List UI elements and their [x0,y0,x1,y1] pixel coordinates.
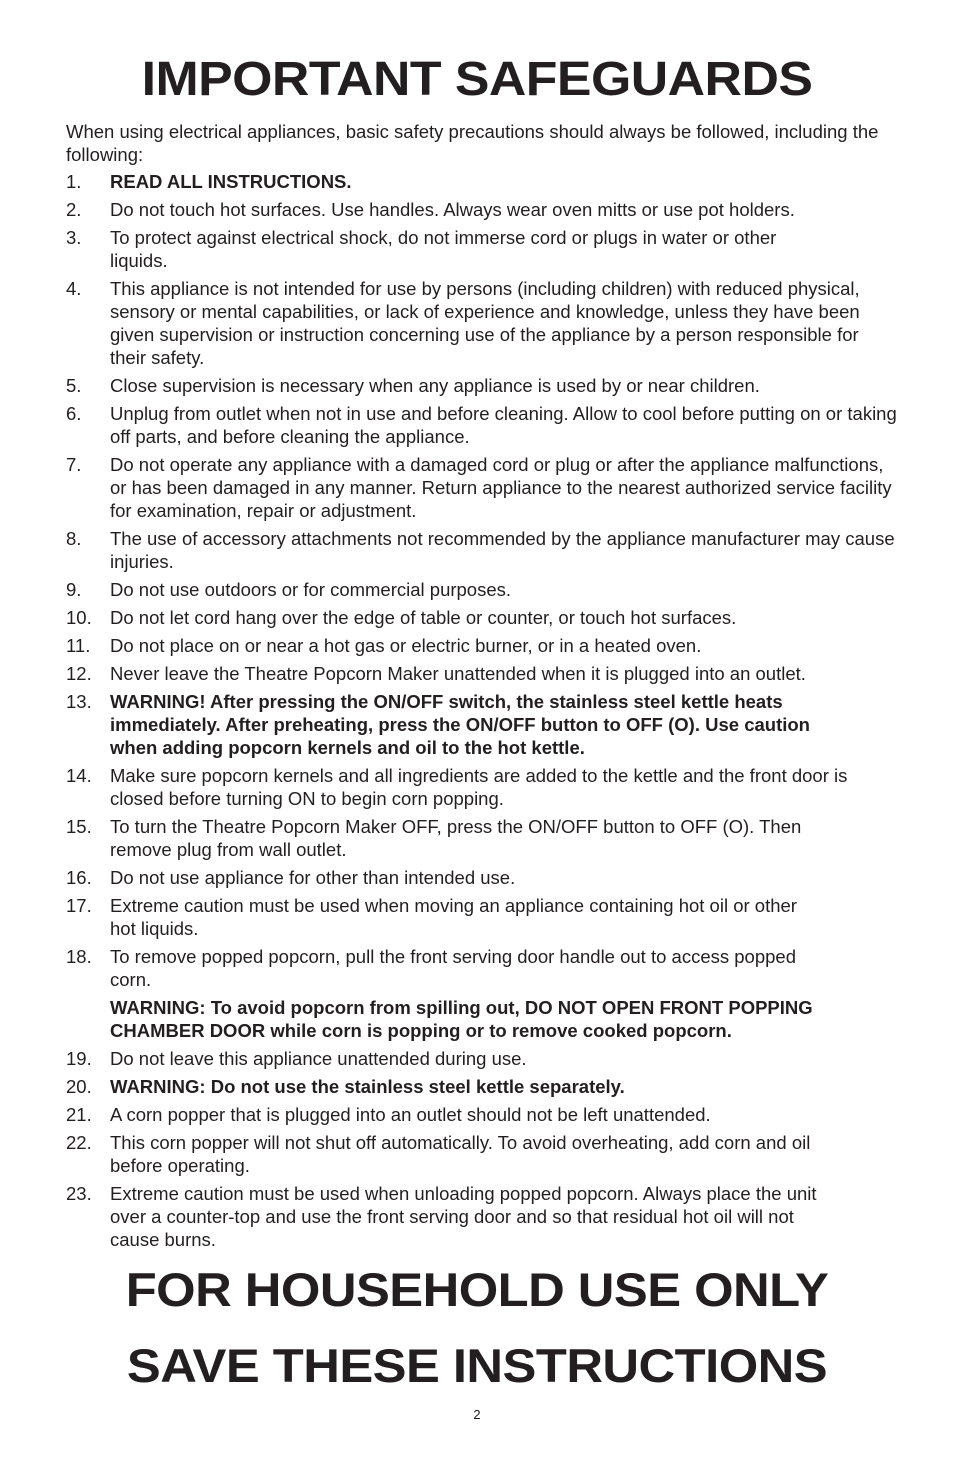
item-number: 5. [66,375,82,396]
list-item [0,226,954,272]
item-number: 11. [66,635,91,656]
item-number: 12. [66,663,92,684]
item-number: 22. [66,1132,92,1153]
list-item [0,198,954,221]
item-text: To protect against electrical shock, do not immerse cord or plugs in water or other liquids. [110,227,777,271]
list-item [0,634,954,657]
item-text: A corn popper that is plugged into an outlet should not be left unattended. [110,1104,711,1125]
list-item [0,1182,954,1251]
item-text: Extreme caution must be used when moving an appliance containing hot oil or other hot liquids. [110,895,797,939]
item-number: 23. [66,1183,92,1204]
list-item [0,277,954,369]
item-number: 6. [66,403,82,424]
item-number: 7. [66,454,82,475]
item-text: Make sure popcorn kernels and all ingredients are added to the kettle and the front door is closed before turning ON to begin corn popping. [110,765,848,809]
item-text: Close supervision is necessary when any appliance is used by or near children. [110,375,760,396]
item-number: 14. [66,765,92,786]
item-number: 18. [66,946,92,967]
list-item [0,374,954,397]
item-number: 16. [66,867,92,888]
list-item [0,578,954,601]
list-item [0,1047,954,1070]
intro-paragraph: When using electrical appliances, basic safety precautions should always be followed, including the following: [66,121,879,165]
list-item [0,170,954,193]
list-item [0,606,954,629]
item-number: 15. [66,816,92,837]
item-text: Never leave the Theatre Popcorn Maker unattended when it is plugged into an outlet. [110,663,806,684]
page-title: IMPORTANT SAFEGUARDS [141,53,813,106]
list-item [0,527,954,573]
item-text: Unplug from outlet when not in use and before cleaning. Allow to cool before putting on or taking off parts, and before cleaning the appliance. [110,403,897,447]
item-number: 1. [66,171,82,192]
item-number: 17. [66,895,92,916]
list-item [0,453,954,522]
item-text: WARNING: Do not use the stainless steel kettle separately. [110,1076,625,1097]
item-number: 9. [66,579,82,600]
item-text: Do not place on or near a hot gas or electric burner, or in a heated oven. [110,635,702,656]
item-number: 20. [66,1076,92,1097]
list-item [0,662,954,685]
item-number: 4. [66,278,82,299]
item-number: 8. [66,528,82,549]
item-text: Do not use outdoors or for commercial purposes. [110,579,512,600]
item-text: READ ALL INSTRUCTIONS. [110,171,352,192]
list-item [0,894,954,940]
item-text: This corn popper will not shut off automatically. To avoid overheating, add corn and oil before operating. [110,1132,811,1176]
item-text: Extreme caution must be used when unloading popped popcorn. Always place the unit over a counter-top and use the front serving door and so that residual hot oil will not cause burns. [110,1183,817,1250]
household-use-heading: FOR HOUSEHOLD USE ONLY [125,1263,829,1316]
item-number: 3. [66,227,82,248]
item-number: 2. [66,199,82,220]
list-item [0,1075,954,1098]
item-number: 10. [66,607,92,628]
item-body [110,945,900,1042]
list-item [0,764,954,810]
item-number: 13. [66,691,92,712]
item-text: To remove popped popcorn, pull the front serving door handle out to access popped corn. [110,946,796,990]
page-number: 2 [473,1407,481,1422]
item-text: Do not touch hot surfaces. Use handles. Always wear oven mitts or use pot holders. [110,199,795,220]
item-text: Do not operate any appliance with a damaged cord or plug or after the appliance malfunctions, or has been damaged in any manner. Return appliance to the nearest authorized service facility for examination, repair or adjustment. [110,454,892,521]
item-number: 21. [66,1104,92,1125]
item-warning: WARNING: To avoid popcorn from spilling out, DO NOT OPEN FRONT POPPING CHAMBER DOOR while corn is popping or to remove cooked popcorn. [110,997,813,1041]
list-item [0,690,954,759]
item-text: Do not let cord hang over the edge of table or counter, or touch hot surfaces. [110,607,737,628]
list-item [0,1103,954,1126]
item-text: This appliance is not intended for use by persons (including children) with reduced physical, sensory or mental capabilities, or lack of experience and knowledge, unless they have been given supervision or instruction concerning use of the appliance by a person responsible for their safety. [110,278,860,368]
item-text: WARNING! After pressing the ON/OFF switch, the stainless steel kettle heats immediately. After preheating, press the ON/OFF button to OFF (O). Use caution when adding popcorn kernels and oil to the hot kettle. [110,691,810,758]
item-text: Do not leave this appliance unattended during use. [110,1048,527,1069]
list-item [0,815,954,861]
item-number: 19. [66,1048,92,1069]
item-text: To turn the Theatre Popcorn Maker OFF, press the ON/OFF button to OFF (O). Then remove plug from wall outlet. [110,816,802,860]
save-instructions-heading: SAVE THESE INSTRUCTIONS [126,1339,828,1392]
list-item [0,866,954,889]
item-text: The use of accessory attachments not recommended by the appliance manufacturer may cause injuries. [110,528,895,572]
safeguards-list [0,170,954,1256]
list-item [0,945,954,1042]
item-text: Do not use appliance for other than intended use. [110,867,516,888]
list-item [0,1131,954,1177]
list-item [0,402,954,448]
